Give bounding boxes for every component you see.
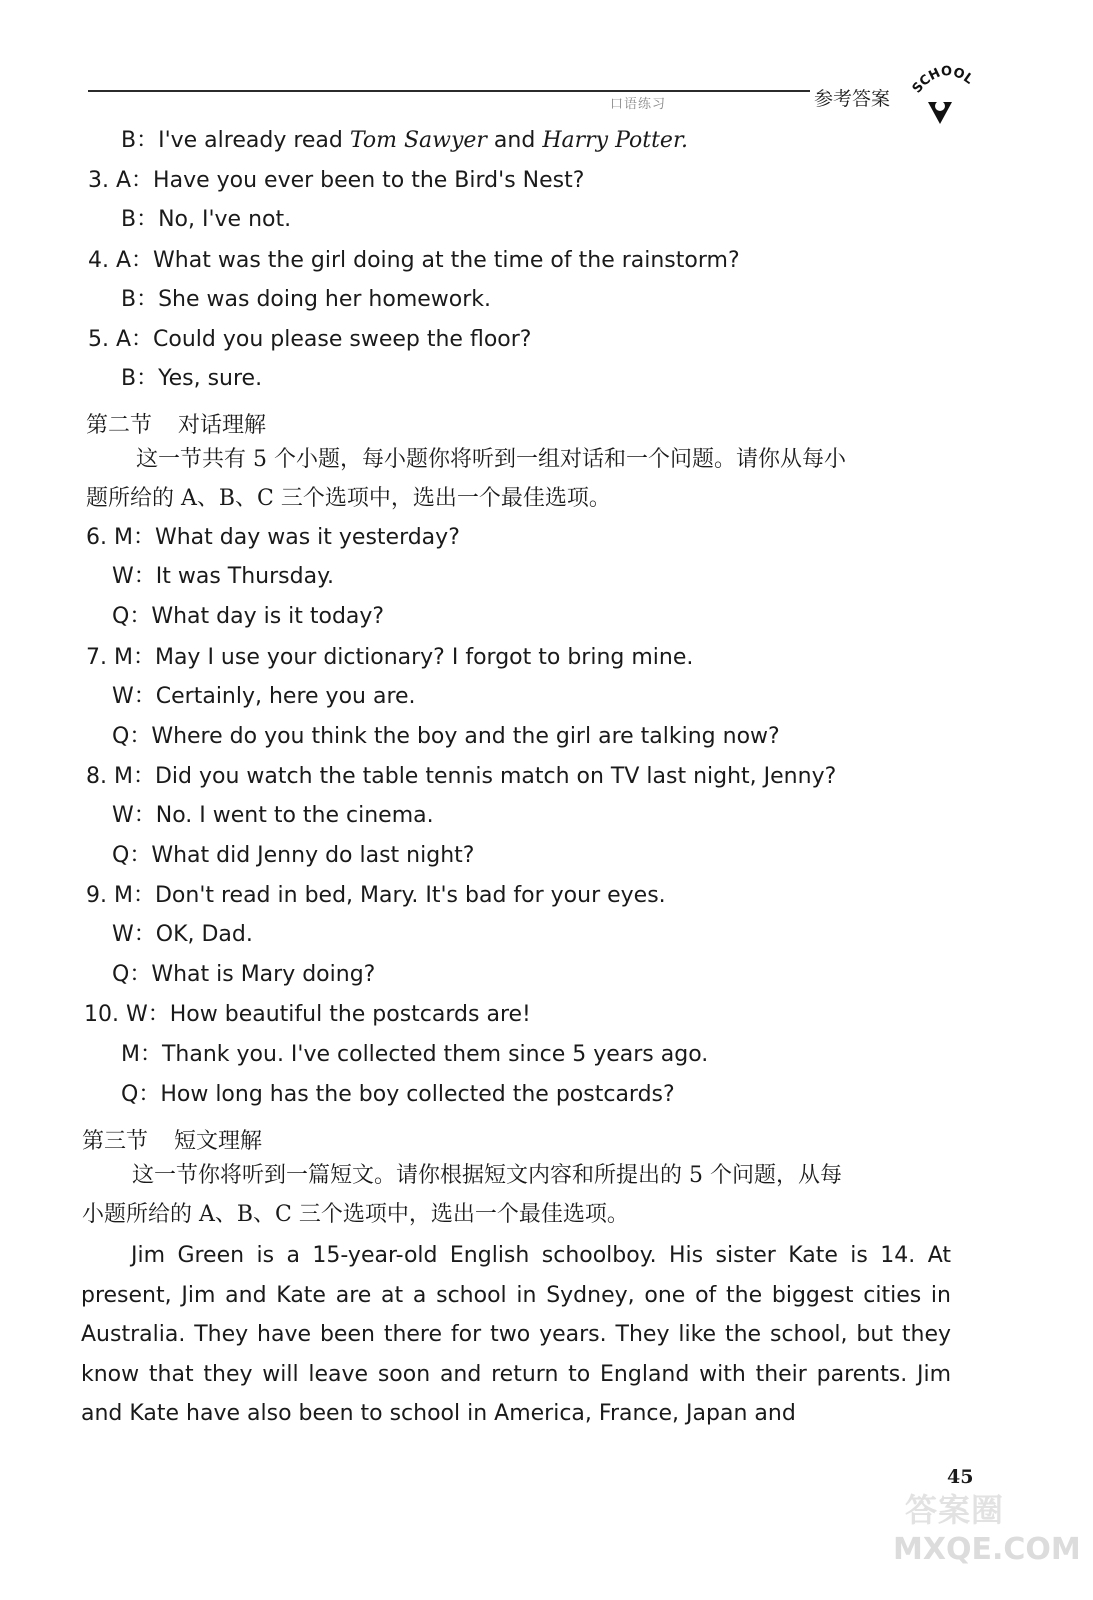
dialogue-line [112, 845, 474, 867]
dialogue-line [121, 209, 291, 231]
speaker-label: M： [113, 525, 155, 550]
speaker-label: W： [112, 803, 156, 828]
line-text: What was the girl doing at the time of the rainstorm? [153, 248, 740, 273]
speaker-label: M： [113, 645, 155, 670]
line-text: What day was it yesterday? [154, 525, 460, 550]
line-text: What day is it today? [151, 604, 385, 629]
speaker-label: A： [115, 327, 154, 352]
school-logo-icon [906, 60, 976, 130]
dialogue-line [121, 289, 491, 311]
speaker-label: W： [112, 684, 156, 709]
section-intro: 题所给的 A、B、C 三个选项中，选出一个最佳选项。 [86, 486, 611, 511]
speaker-label: B： [121, 128, 159, 153]
speaker-label: Q： [112, 724, 152, 749]
line-text: and [486, 128, 543, 153]
line-text: Where do you think the boy and the girl are talking now? [151, 724, 780, 749]
dialogue-line [112, 964, 375, 986]
section-heading [82, 1124, 262, 1155]
section-label: 第三节 [82, 1129, 149, 1154]
header-ghost-text: 口语练习 [610, 97, 667, 112]
dialogue-line [112, 686, 416, 708]
line-text: Thank you. I've collected them since 5 years ago. [161, 1042, 709, 1067]
dialogue-line [121, 130, 688, 152]
speaker-label: B： [121, 366, 159, 391]
dialogue-line [84, 1004, 531, 1026]
line-text: Have you ever been to the Bird's Nest? [153, 168, 585, 193]
speaker-label: B： [121, 207, 159, 232]
section-heading [86, 408, 266, 439]
section-title: 对话理解 [178, 413, 267, 438]
speaker-label: A： [115, 168, 154, 193]
speaker-label: Q： [112, 962, 152, 987]
line-text: OK, Dad. [155, 922, 253, 947]
dialogue-line [112, 726, 780, 748]
dialogue-line [86, 527, 460, 549]
watermark-url: MXQE.COM [893, 1532, 1081, 1567]
question-number: 9. [86, 883, 114, 908]
passage-text: Jim Green is a 15-year-old English schoolboy. His sister Kate is 14. At present, Jim and Kate are at a school in Sydney, one of the biggest cities in Australia. They have been there for two years. They like the school, but they know that they will leave soon and return to England with their parents. Jim and Kate have also been to school in America, France, Japan and [81, 1243, 951, 1426]
dialogue-line [112, 566, 334, 588]
speaker-label: W： [112, 564, 156, 589]
speaker-label: M： [113, 883, 155, 908]
speaker-label: Q： [112, 843, 152, 868]
dialogue-line [88, 250, 740, 272]
watermark-brand: 答案圈 [905, 1491, 1005, 1529]
speaker-label: W： [112, 922, 156, 947]
line-text: How beautiful the postcards are! [169, 1002, 531, 1027]
passage [81, 1236, 951, 1434]
dialogue-line [86, 647, 693, 669]
dialogue-line [121, 368, 262, 390]
line-text: Could you please sweep the floor? [153, 327, 532, 352]
line-text: I've already read [158, 128, 350, 153]
line-text: No, I've not. [158, 207, 292, 232]
line-text: Yes, sure. [158, 366, 263, 391]
dialogue-line [88, 329, 531, 351]
line-text: May I use your dictionary? I forgot to bring mine. [154, 645, 694, 670]
question-number: 7. [86, 645, 114, 670]
dialogue-line [112, 924, 253, 946]
dialogue-line [88, 170, 584, 192]
question-number: 10. [84, 1002, 126, 1027]
dialogue-line [121, 1044, 708, 1066]
question-number: 4. [88, 248, 116, 273]
speaker-label: Q： [121, 1082, 161, 1107]
line-text: She was doing her homework. [158, 287, 492, 312]
book-title: Harry Potter. [542, 128, 689, 153]
line-text: Certainly, here you are. [155, 684, 416, 709]
book-title: Tom Sawyer [349, 128, 487, 153]
line-text: No. I went to the cinema. [155, 803, 434, 828]
dialogue-line [121, 1084, 675, 1106]
dialogue-line [112, 606, 384, 628]
question-number: 6. [86, 525, 114, 550]
line-text: Don't read in bed, Mary. It's bad for your eyes. [154, 883, 666, 908]
question-number: 8. [86, 764, 114, 789]
speaker-label: M： [121, 1042, 162, 1067]
header-rule [88, 90, 810, 92]
speaker-label: Q： [112, 604, 152, 629]
question-number: 5. [88, 327, 116, 352]
speaker-label: A： [115, 248, 154, 273]
line-text: How long has the boy collected the postcards? [160, 1082, 675, 1107]
header-title: 参考答案 [814, 88, 891, 110]
dialogue-line [86, 885, 666, 907]
speaker-label: B： [121, 287, 159, 312]
section-intro: 这一节你将听到一篇短文。请你根据短文内容和所提出的 5 个问题，从每 [132, 1163, 842, 1188]
line-text: What is Mary doing? [151, 962, 376, 987]
line-text: Did you watch the table tennis match on TV last night, Jenny? [154, 764, 837, 789]
question-number: 3. [88, 168, 116, 193]
section-intro: 这一节共有 5 个小题，每小题你将听到一组对话和一个问题。请你从每小 [136, 447, 846, 472]
page-number: 45 [947, 1466, 974, 1488]
svg-text:SCHOOL [910, 64, 976, 96]
logo-text: SCHOOL [909, 64, 976, 97]
line-text: It was Thursday. [155, 564, 334, 589]
line-text: What did Jenny do last night? [151, 843, 475, 868]
section-label: 第二节 [86, 413, 153, 438]
dialogue-line [86, 766, 836, 788]
speaker-label: M： [113, 764, 155, 789]
section-title: 短文理解 [174, 1129, 263, 1154]
speaker-label: W： [125, 1002, 170, 1027]
dialogue-line [112, 805, 434, 827]
section-intro: 小题所给的 A、B、C 三个选项中，选出一个最佳选项。 [82, 1202, 629, 1227]
